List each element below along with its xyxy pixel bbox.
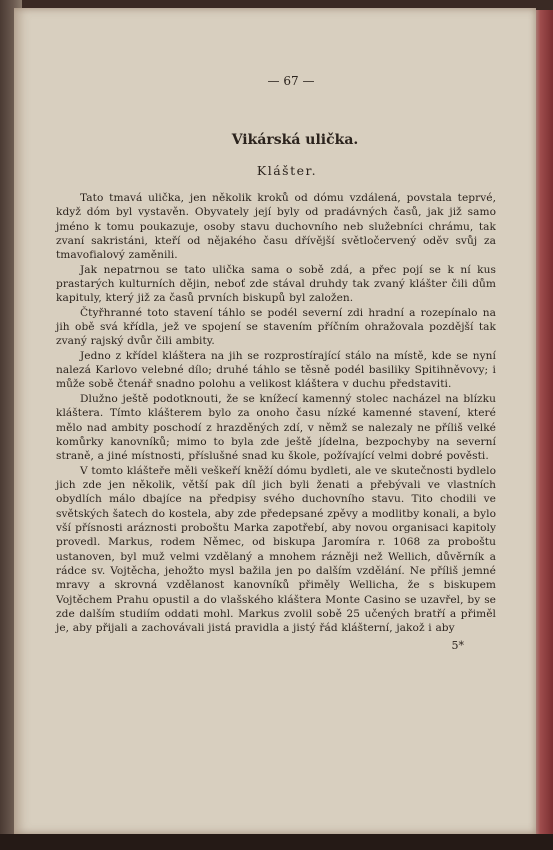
paragraph: Čtyřhranné toto stavení táhlo se podél severní zdi hradní a rozepínalo na jih obě svá křídla, jež ve spojení se stavením příčním ohražovala pozdější tak zvaný rajský dvůr čili ambity. — [56, 306, 496, 348]
chapter-title: Vikárská ulička. — [231, 132, 359, 148]
paragraph: Jedno z křídel kláštera na jih se rozprostírající stálo na místě, kde se nyní nalezá Karlovo velebné dílo; druhé táhlo se těsně podél basiliky Spitihněvovy; i může sobě čtenář snadno polohu a velikost kláštera v duchu představiti. — [56, 349, 496, 391]
paragraph: V tomto klášteře měli veškeří kněží dómu bydleti, ale ve skutečnosti bydlelo jich zde jen několik, větší pak díl jich byli ženati a přebývali ve vlastních obydlích málo dbajíce na předpisy svého duchovního stavu. Tito chodili ve světských šatech do kostela, aby zde předepsané zpěvy a modlitby konali, a bylo vší přísnosti aráznosti proboštu Marka zapotřebí, aby novou organisaci kapitoly provedl. Markus, rodem Němec, od biskupa Jaromíra r. 1068 za proboštu ustanoven, byl muž velmi vzdělaný a mnohem rázněji než Wellich, důvěrník a rádce sv. Vojtěcha, jehožto mysl bažila jen po dalším vzdělání. Ne příliš jemné mravy a skrovná vzdělanost kanovníků přiměly Wellicha, že s biskupem Vojtěchem Prahu opustil a do vlašského kláštera Monte Casino se uzavřel, by se zde dalším studiím oddati mohl. Markus zvolil sobě 25 učených bratří a přiměl je, aby přijali a zachovávali jistá pravidla a jistý řád klášterní, jakož i aby — [56, 464, 496, 635]
text-column — [56, 60, 496, 652]
body-text — [56, 191, 496, 636]
signature-mark: 5* — [451, 638, 464, 652]
page-number: — 67 — — [267, 74, 315, 88]
paragraph: Tato tmavá ulička, jen několik kroků od dómu vzdálená, povstala teprvé, když dóm byl vystavěn. Obyvately její byly od pradávných časů, jak již samo jméno k tomu poukazuje, osoby stavu duchovního neb služebníci chrámu, tak zvaní sakristáni, kteří od nějakého času dřívější světločervený oděv svůj za tmavofialový zaměnili. — [56, 192, 496, 262]
paragraph: Jak nepatrnou se tato ulička sama o sobě zdá, a přec pojí se k ní kus prastarých kulturních dějin, neboť zde stával druhdy tak zvaný klášter čili dům kapituly, který již za časů prvních biskupů byl založen. — [56, 263, 496, 305]
section-subtitle: Klášter. — [256, 163, 318, 178]
paragraph: Dlužno ještě podotknouti, že se knížecí kamenný stolec nacházel na blízku kláštera. Tímto klášterem bylo za onoho času nízké kamenné stavení, které mělo nad ambity poschodí z hrazděných zdí, v němž se nalezaly ne příliš velké komůrky kanovníků; mimo to byla zde ještě jídelna, bezpochyby na severní straně, a jiné místnosti, příslušné snad ku škole, požívající velmi dobré pověsti. — [56, 392, 496, 463]
book-edge-bottom — [0, 834, 553, 850]
